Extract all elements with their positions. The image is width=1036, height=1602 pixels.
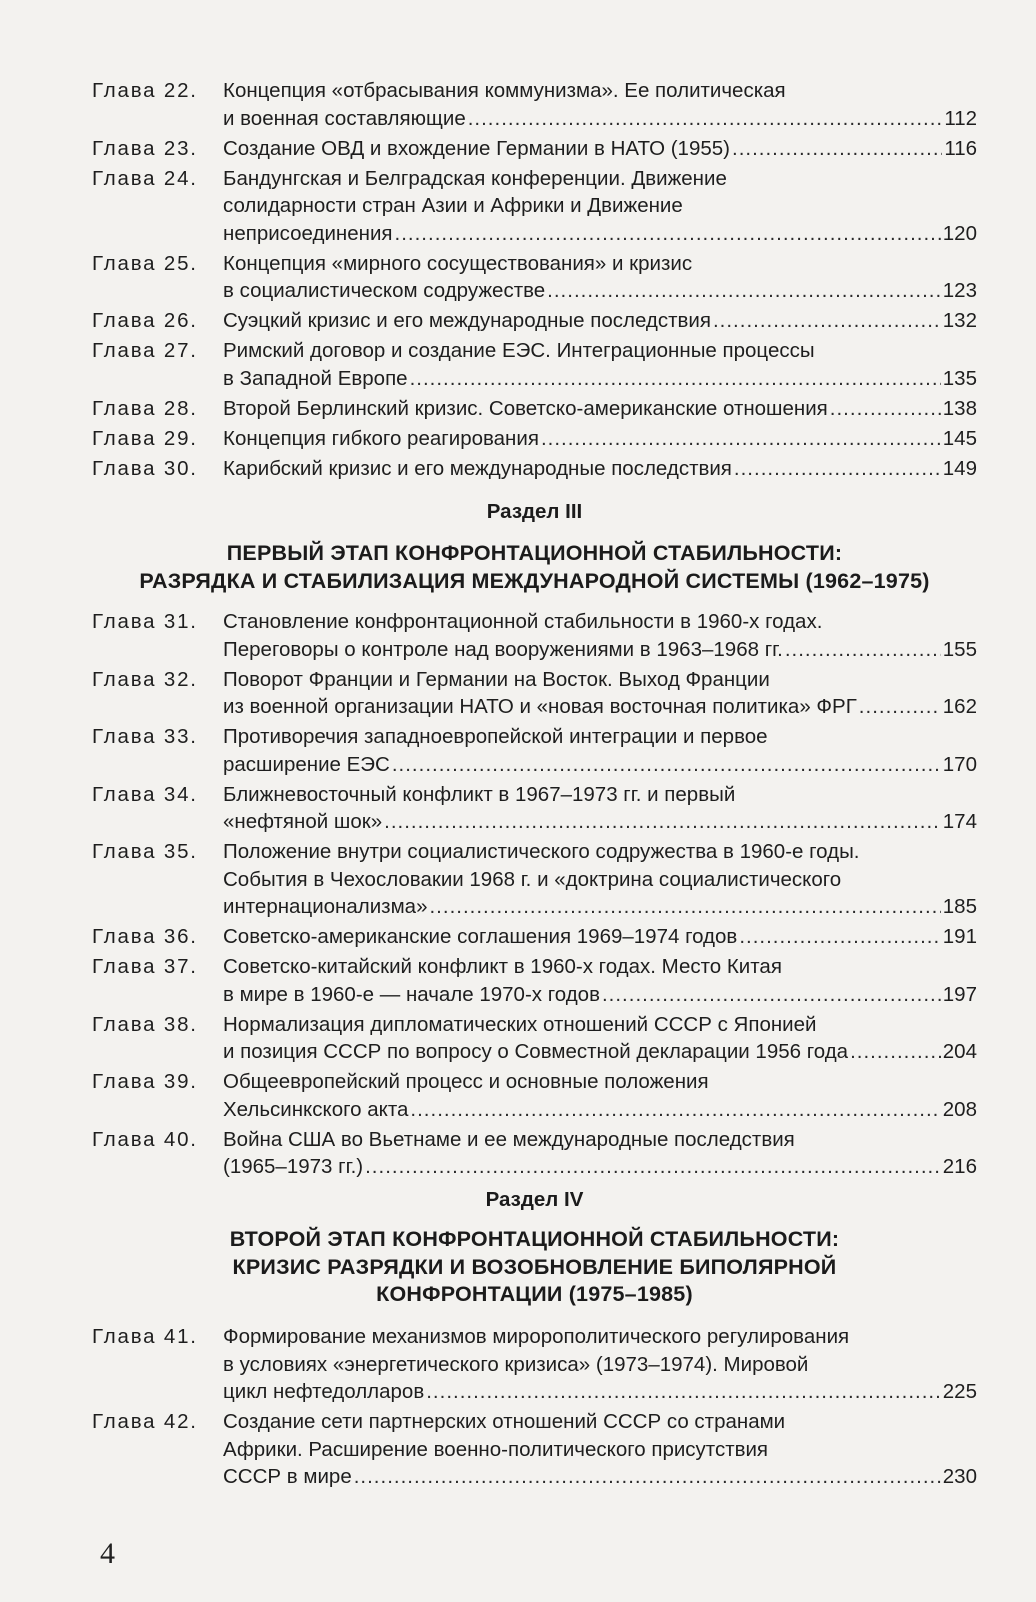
toc-list-part1: [92, 77, 977, 485]
chapter-label: Глава 31.: [92, 610, 198, 633]
page-ref: 225: [942, 1380, 977, 1403]
section-3-title-line: РАЗРЯДКА И СТАБИЛИЗАЦИЯ МЕЖДУНАРОДНОЙ СИСТЕМЫ (1962–1975): [139, 568, 930, 593]
chapter-title-line: расширение ЕЭС: [223, 752, 390, 776]
page-ref: 149: [942, 456, 977, 480]
page-ref: 116: [944, 136, 977, 160]
chapter-title-last-line: [223, 636, 977, 664]
chapter-title-line: Концепция «отбрасывания коммунизма». Ее политическая: [223, 79, 786, 102]
toc-entry: [92, 165, 977, 248]
chapter-title-line: СССР в мире: [223, 1465, 352, 1488]
section-4-header: [92, 1186, 977, 1309]
chapter-title-line: (1965–1973 гг.): [223, 1155, 364, 1178]
toc-list-part2: [92, 608, 977, 1183]
page-ref: 145: [942, 426, 977, 450]
chapter-label: Глава 26.: [92, 309, 198, 332]
chapter-title-line: Переговоры о контроле над вооружениями в 1963–1968 гг.: [223, 637, 783, 661]
chapter-label: Глава 24.: [92, 166, 198, 190]
chapter-title-line: Римский договор и создание ЕЭС. Интеграционные процессы: [223, 339, 815, 362]
toc-entry: [92, 1323, 977, 1406]
chapter-title-last-line: [223, 105, 977, 133]
chapter-label: Глава 27.: [92, 339, 198, 362]
chapter-title-line: в условиях «энергетического кризиса» (1973–1974). Мировой: [223, 1352, 809, 1376]
chapter-title-last-line: [223, 1153, 977, 1181]
chapter-title-line: интернационализма»: [223, 895, 428, 918]
chapter-title-line: Бандунгская и Белградская конференции. Движение: [223, 166, 727, 190]
toc-entry: [92, 838, 977, 921]
page-ref: 216: [942, 1155, 977, 1178]
toc-entry: [92, 77, 977, 132]
chapter-title-last-line: [223, 395, 977, 423]
toc-entry: [92, 1408, 977, 1491]
section-4-title-line: ВТОРОЙ ЭТАП КОНФРОНТАЦИОННОЙ СТАБИЛЬНОСТИ:: [229, 1227, 840, 1251]
section-4-title-line: КОНФРОНТАЦИИ (1975–1985): [376, 1282, 693, 1306]
chapter-title-last-line: [223, 893, 977, 921]
chapter-label: Глава 42.: [92, 1410, 198, 1433]
chapter-label: Глава 30.: [92, 456, 198, 480]
page-ref: 230: [942, 1465, 977, 1488]
chapter-title-last-line: [223, 981, 977, 1009]
chapter-title-line: Второй Берлинский кризис. Советско-американские отношения: [223, 396, 828, 420]
toc-entry: [92, 1126, 977, 1181]
chapter-title-line: Становление конфронтационной стабильности в 1960-х годах.: [223, 610, 823, 633]
chapter-title-line: Советско-китайский конфликт в 1960-х годах. Место Китая: [223, 955, 782, 978]
chapter-title-line: Формирование механизмов миророполитического регулирования: [223, 1325, 850, 1348]
dot-leader: [392, 751, 941, 779]
toc-entry: [92, 608, 977, 663]
toc-entry: [92, 395, 977, 423]
chapter-title-line: Общеевропейский процесс и основные положения: [223, 1070, 709, 1093]
toc-entry: [92, 953, 977, 1008]
dot-leader: [602, 981, 941, 1009]
chapter-title-last-line: [223, 1463, 977, 1491]
chapter-title-line: солидарности стран Азии и Африки и Движение: [223, 194, 683, 217]
chapter-title-line: неприсоединения: [223, 221, 393, 245]
toc-entry: [92, 1011, 977, 1066]
chapter-title-line: Поворот Франции и Германии на Восток. Выход Франции: [223, 667, 770, 691]
chapter-label: Глава 40.: [92, 1127, 198, 1151]
chapter-title-line: Концепция гибкого реагирования: [223, 426, 539, 450]
chapter-title-last-line: [223, 693, 977, 721]
chapter-title-last-line: [223, 307, 977, 335]
toc-entry: [92, 455, 977, 483]
chapter-label: Глава 23.: [92, 136, 198, 160]
chapter-title-last-line: [223, 277, 977, 305]
page-ref: 185: [942, 895, 977, 918]
dot-leader: [732, 135, 942, 163]
dot-leader: [354, 1463, 941, 1491]
toc-entry: [92, 723, 977, 778]
chapter-title-last-line: [223, 1096, 977, 1124]
page-ref: 112: [944, 106, 977, 130]
section-3-label: Раздел III: [486, 500, 583, 523]
chapter-title-line: из военной организации НАТО и «новая восточная политика» ФРГ: [223, 695, 857, 718]
chapter-title-line: Советско-американские соглашения 1969–1974 годов: [223, 925, 738, 948]
chapter-title-line: «нефтяной шок»: [223, 810, 383, 833]
page-number: 4: [100, 1537, 115, 1570]
dot-leader: [547, 277, 941, 305]
dot-leader: [429, 893, 940, 921]
chapter-label: Глава 38.: [92, 1012, 198, 1036]
chapter-title-line: Суэцкий кризис и его международные последствия: [223, 309, 711, 332]
toc-list-part3: [92, 1323, 977, 1493]
page-ref: 138: [942, 396, 977, 420]
chapter-title-last-line: [223, 1038, 977, 1066]
toc-entry: [92, 135, 977, 163]
chapter-title-line: Нормализация дипломатических отношений СССР с Японией: [223, 1012, 817, 1036]
toc-entry: [92, 307, 977, 335]
page-ref: 191: [942, 925, 977, 948]
toc-entry: [92, 425, 977, 453]
toc-entry: [92, 337, 977, 392]
page-ref: 170: [942, 752, 977, 776]
toc-entry: [92, 781, 977, 836]
chapter-label: Глава 32.: [92, 667, 198, 691]
dot-leader: [395, 220, 941, 248]
chapter-title-line: Хельсинкского акта: [223, 1097, 409, 1121]
chapter-title-last-line: [223, 751, 977, 779]
chapter-title-last-line: [223, 1378, 977, 1406]
chapter-title-last-line: [223, 365, 977, 393]
chapter-title-line: Создание сети партнерских отношений СССР со странами: [223, 1410, 786, 1433]
dot-leader: [468, 105, 943, 133]
dot-leader: [365, 1153, 941, 1181]
chapter-title-line: в социалистическом содружестве: [223, 279, 546, 302]
chapter-title-line: События в Чехословакии 1968 г. и «доктрина социалистического: [223, 867, 842, 891]
toc-entry: [92, 250, 977, 305]
dot-leader: [384, 808, 941, 836]
chapter-label: Глава 33.: [92, 725, 198, 748]
dot-leader: [785, 636, 941, 664]
chapter-title-line: цикл нефтедолларов: [223, 1380, 425, 1403]
chapter-title-line: Противоречия западноевропейской интеграции и первое: [223, 725, 768, 748]
chapter-title-line: в мире в 1960-е — начале 1970-х годов: [223, 982, 600, 1006]
page-ref: 197: [942, 982, 977, 1006]
chapter-title-line: в Западной Европе: [223, 366, 408, 390]
chapter-label: Глава 36.: [92, 925, 198, 948]
dot-leader: [713, 307, 941, 335]
page-ref: 135: [942, 366, 977, 390]
dot-leader: [850, 1038, 941, 1066]
section-4-label: Раздел IV: [485, 1188, 584, 1211]
page-ref: 174: [942, 810, 977, 833]
chapter-label: Глава 29.: [92, 426, 198, 450]
page-ref: 123: [942, 279, 977, 302]
section-3-title-line: ПЕРВЫЙ ЭТАП КОНФРОНТАЦИОННОЙ СТАБИЛЬНОСТИ:: [226, 541, 843, 565]
dot-leader: [541, 425, 941, 453]
chapter-title-last-line: [223, 923, 977, 951]
page-ref: 208: [942, 1097, 977, 1121]
dot-leader: [859, 693, 941, 721]
chapter-title-line: Положение внутри социалистического содружества в 1960-е годы.: [223, 840, 860, 863]
chapter-label: Глава 22.: [92, 79, 198, 102]
chapter-label: Глава 39.: [92, 1070, 198, 1093]
chapter-title-line: Война США во Вьетнаме и ее международные последствия: [223, 1127, 795, 1151]
chapter-title-line: Ближневосточный конфликт в 1967–1973 гг. и первый: [223, 782, 736, 806]
toc-entry: [92, 666, 977, 721]
chapter-label: Глава 28.: [92, 396, 198, 420]
page-ref: 204: [942, 1040, 977, 1063]
chapter-title-line: Африки. Расширение военно-политического присутствия: [223, 1437, 769, 1461]
chapter-title-last-line: [223, 455, 977, 483]
dot-leader: [426, 1378, 941, 1406]
dot-leader: [410, 1096, 940, 1124]
chapter-title-line: и позиция СССР по вопросу о Совместной декларации 1956 года: [223, 1040, 849, 1063]
dot-leader: [830, 395, 941, 423]
section-3-header: [92, 498, 977, 595]
page-ref: 120: [942, 221, 977, 245]
toc-entry: [92, 1068, 977, 1123]
chapter-label: Глава 35.: [92, 840, 198, 863]
chapter-title-last-line: [223, 135, 977, 163]
dot-leader: [739, 923, 940, 951]
chapter-title-last-line: [223, 220, 977, 248]
chapter-title-line: Карибский кризис и его международные последствия: [223, 456, 732, 480]
chapter-label: Глава 34.: [92, 782, 198, 806]
dot-leader: [734, 455, 941, 483]
page-ref: 132: [942, 309, 977, 332]
dot-leader: [410, 365, 941, 393]
chapter-label: Глава 25.: [92, 251, 198, 275]
page-ref: 162: [942, 695, 977, 718]
chapter-label: Глава 41.: [92, 1325, 198, 1348]
chapter-label: Глава 37.: [92, 955, 198, 978]
page-ref: 155: [942, 637, 977, 661]
chapter-title-line: Концепция «мирного сосуществования» и кризис: [223, 251, 693, 275]
chapter-title-line: и военная составляющие: [223, 106, 466, 130]
chapter-title-last-line: [223, 425, 977, 453]
toc-entry: [92, 923, 977, 951]
chapter-title-line: Создание ОВД и вхождение Германии в НАТО (1955): [223, 136, 730, 160]
chapter-title-last-line: [223, 808, 977, 836]
section-4-title-line: КРИЗИС РАЗРЯДКИ И ВОЗОБНОВЛЕНИЕ БИПОЛЯРНОЙ: [232, 1254, 837, 1279]
